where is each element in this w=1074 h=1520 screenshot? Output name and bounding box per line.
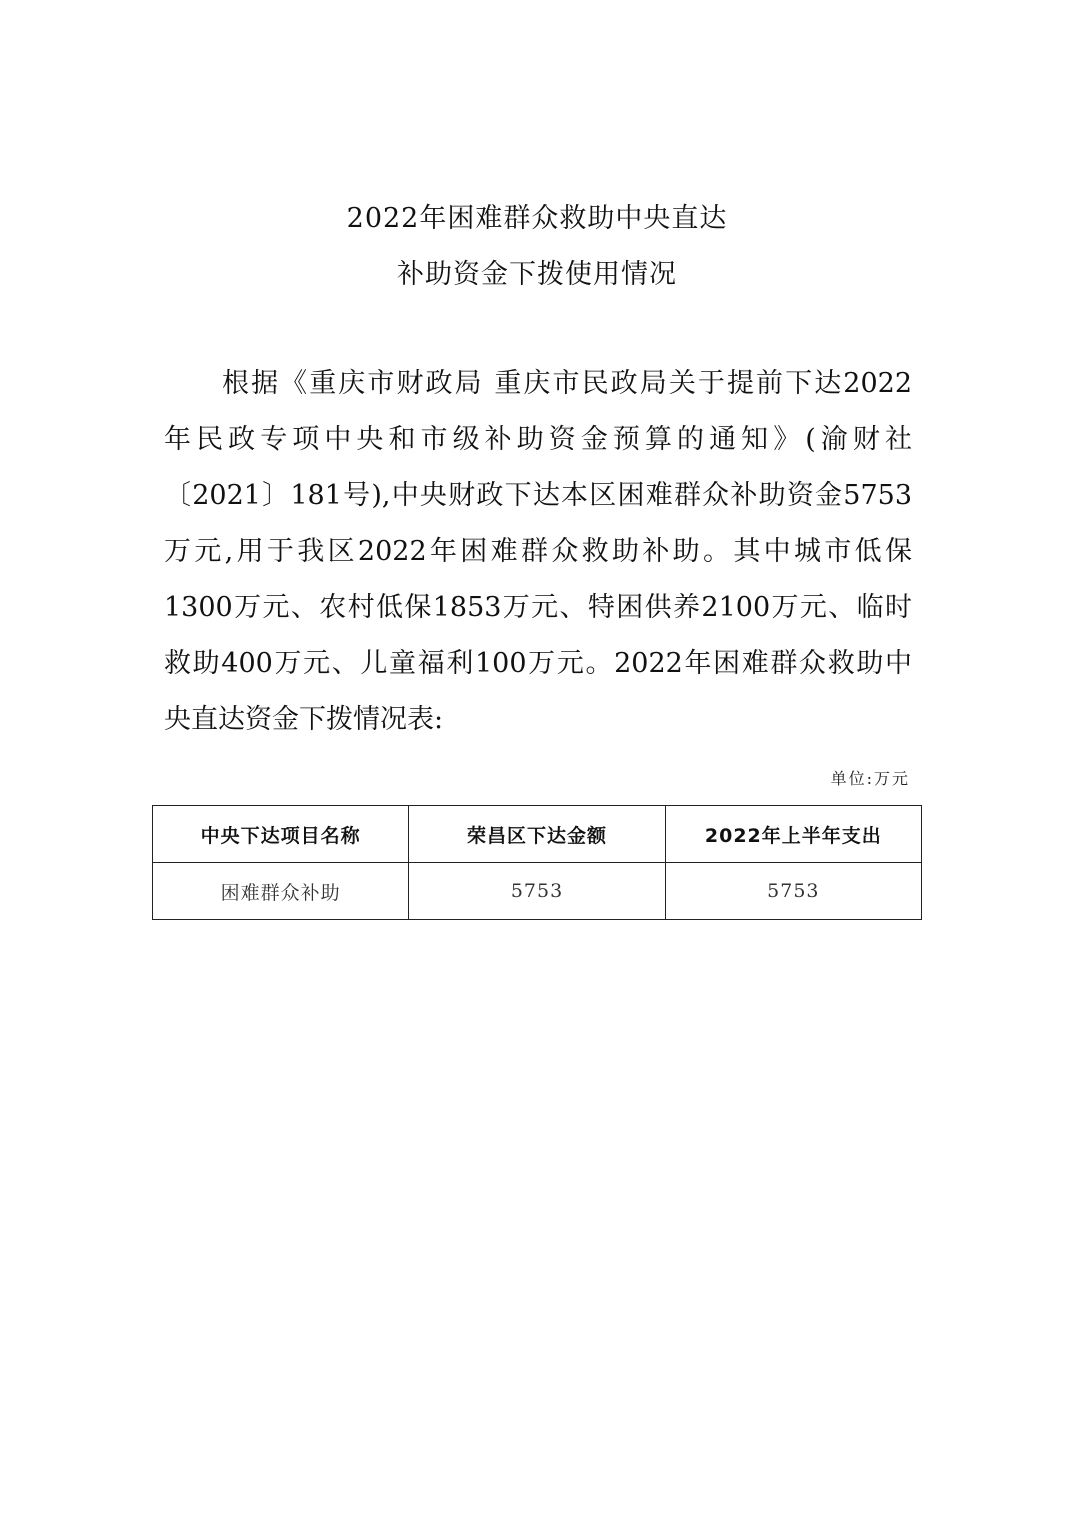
paragraph-line: 央直达资金下拨情况表: [164, 704, 444, 735]
paragraph-line: 救助400万元、儿童福利100万元。2022年困难群众救助中 [164, 648, 912, 679]
header-project-name: 中央下达项目名称 [153, 806, 409, 863]
document-title-line-2: 补助资金下拨使用情况 [397, 259, 677, 290]
header-h1-expenditure: 2022年上半年支出 [665, 806, 921, 863]
paragraph-line: 〔2021〕181号),中央财政下达本区困难群众补助资金5753 [164, 480, 912, 511]
allocation-table [152, 805, 922, 920]
unit-label: 单位:万元 [830, 769, 910, 788]
paragraph-line: 1300万元、农村低保1853万元、特困供养2100万元、临时 [164, 592, 912, 623]
body-paragraph [164, 356, 912, 748]
paragraph-line: 根据《重庆市财政局 重庆市民政局关于提前下达2022 [222, 368, 912, 399]
document-title-line-1: 2022年困难群众救助中央直达 [346, 203, 728, 234]
paragraph-line: 年民政专项中央和市级补助资金预算的通知》(渝财社 [164, 424, 912, 455]
paragraph-line: 万元,用于我区2022年困难群众救助补助。其中城市低保 [164, 536, 912, 567]
header-allocated-amount: 荣昌区下达金额 [409, 806, 665, 863]
cell-project-name: 困难群众补助 [153, 863, 409, 920]
cell-h1-expenditure: 5753 [665, 863, 921, 920]
cell-allocated-amount: 5753 [409, 863, 665, 920]
table-row [153, 863, 922, 920]
table-header-row [153, 806, 922, 863]
